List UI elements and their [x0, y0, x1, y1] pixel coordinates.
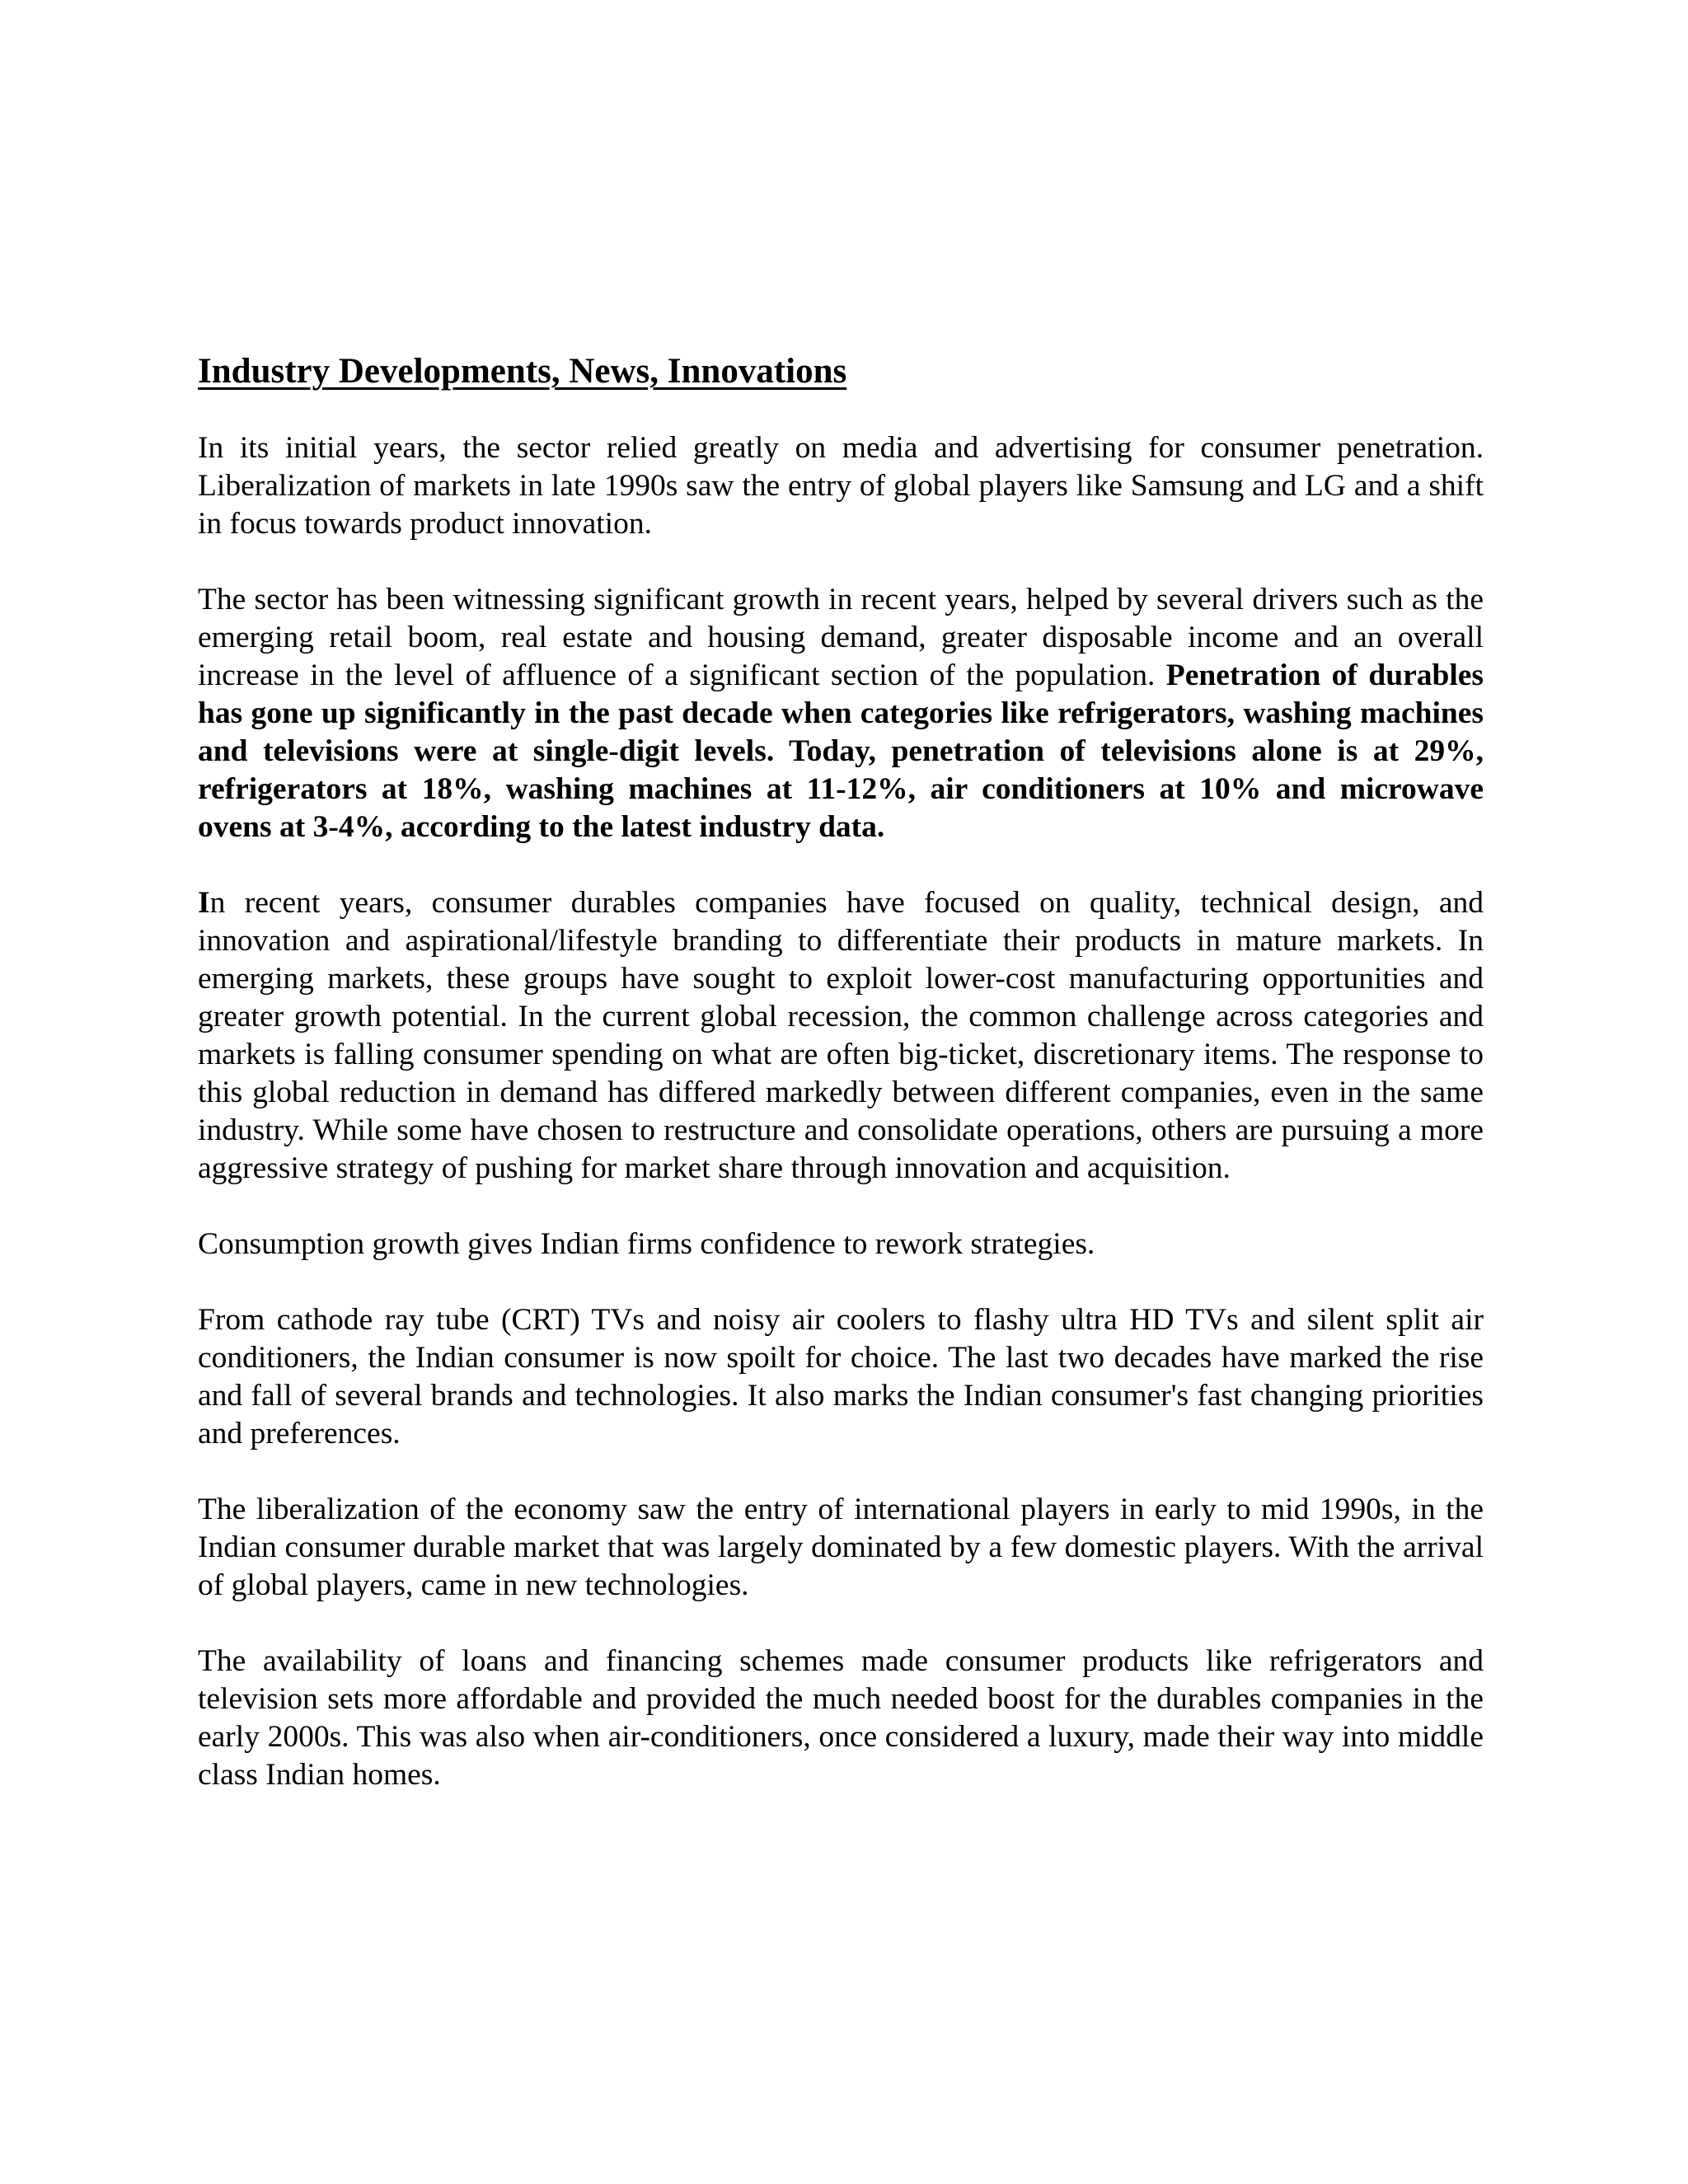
paragraph-7-text: The availability of loans and financing schemes made consumer products like refrigerators and television sets more affordable and provided the much needed boost for the durables companies in the early 2000s. This was also when air-conditioners, once considered a luxury, made their way into middle class Indian homes.: [198, 1643, 1484, 1792]
paragraph-6: [198, 1491, 1484, 1605]
paragraph-1-text: In its initial years, the sector relied greatly on media and advertising for consumer penetration. Liberalization of markets in late 1990s saw the entry of global players like Samsung and LG and a shift in focus towards product innovation.: [198, 430, 1484, 541]
paragraph-6-text: The liberalization of the economy saw the entry of international players in early to mid 1990s, in the Indian consumer durable market that was largely dominated by a few domestic players. With the arrival of global players, came in new technologies.: [198, 1492, 1484, 1602]
paragraph-1: [198, 429, 1484, 543]
paragraph-5: [198, 1301, 1484, 1453]
paragraph-5-text: From cathode ray tube (CRT) TVs and noisy air coolers to flashy ultra HD TVs and silent split air conditioners, the Indian consumer is now spoilt for choice. The last two decades have marked the rise and fall of several brands and technologies. It also marks the Indian consumer's fast changing priorities and preferences.: [198, 1302, 1484, 1451]
paragraph-2-text: The sector has been witnessing significant growth in recent years, helped by several drivers such as the emerging retail boom, real estate and housing demand, greater disposable income and an overall increase in the level of affluence of a significant section of the population.: [198, 582, 1484, 692]
paragraph-3-text: n recent years, consumer durables companies have focused on quality, technical design, and innovation and aspirational/lifestyle branding to differentiate their products in mature markets. In emerging markets, these groups have sought to exploit lower-cost manufacturing opportunities and greater growth potential. In the current global recession, the common challenge across categories and markets is falling consumer spending on what are often big-ticket, discretionary items. The response to this global reduction in demand has differed markedly between different companies, even in the same industry. While some have chosen to restructure and consolidate operations, others are pursuing a more aggressive strategy of pushing for market share through innovation and acquisition.: [198, 885, 1484, 1185]
section-heading: Industry Developments, News, Innovations: [198, 352, 847, 391]
paragraph-2-bold-text: Penetration of durables has gone up significantly in the past decade when categories like refrigerators, washing machines and televisions were at single-digit levels. Today, penetration of televisions alone is at 29%, refrigerators at 18%, washing machines at 11-12%, air conditioners at 10% and microwave ovens at 3-4%, according to the latest industry data.: [198, 658, 1484, 844]
paragraph-4-text: Consumption growth gives Indian firms confidence to rework strategies.: [198, 1226, 1095, 1261]
paragraph-2: [198, 581, 1484, 846]
document-page: [198, 350, 1484, 1832]
paragraph-7: [198, 1643, 1484, 1794]
paragraph-3: [198, 884, 1484, 1188]
paragraph-3-lead-letter: I: [198, 885, 210, 920]
paragraph-4: [198, 1226, 1484, 1263]
